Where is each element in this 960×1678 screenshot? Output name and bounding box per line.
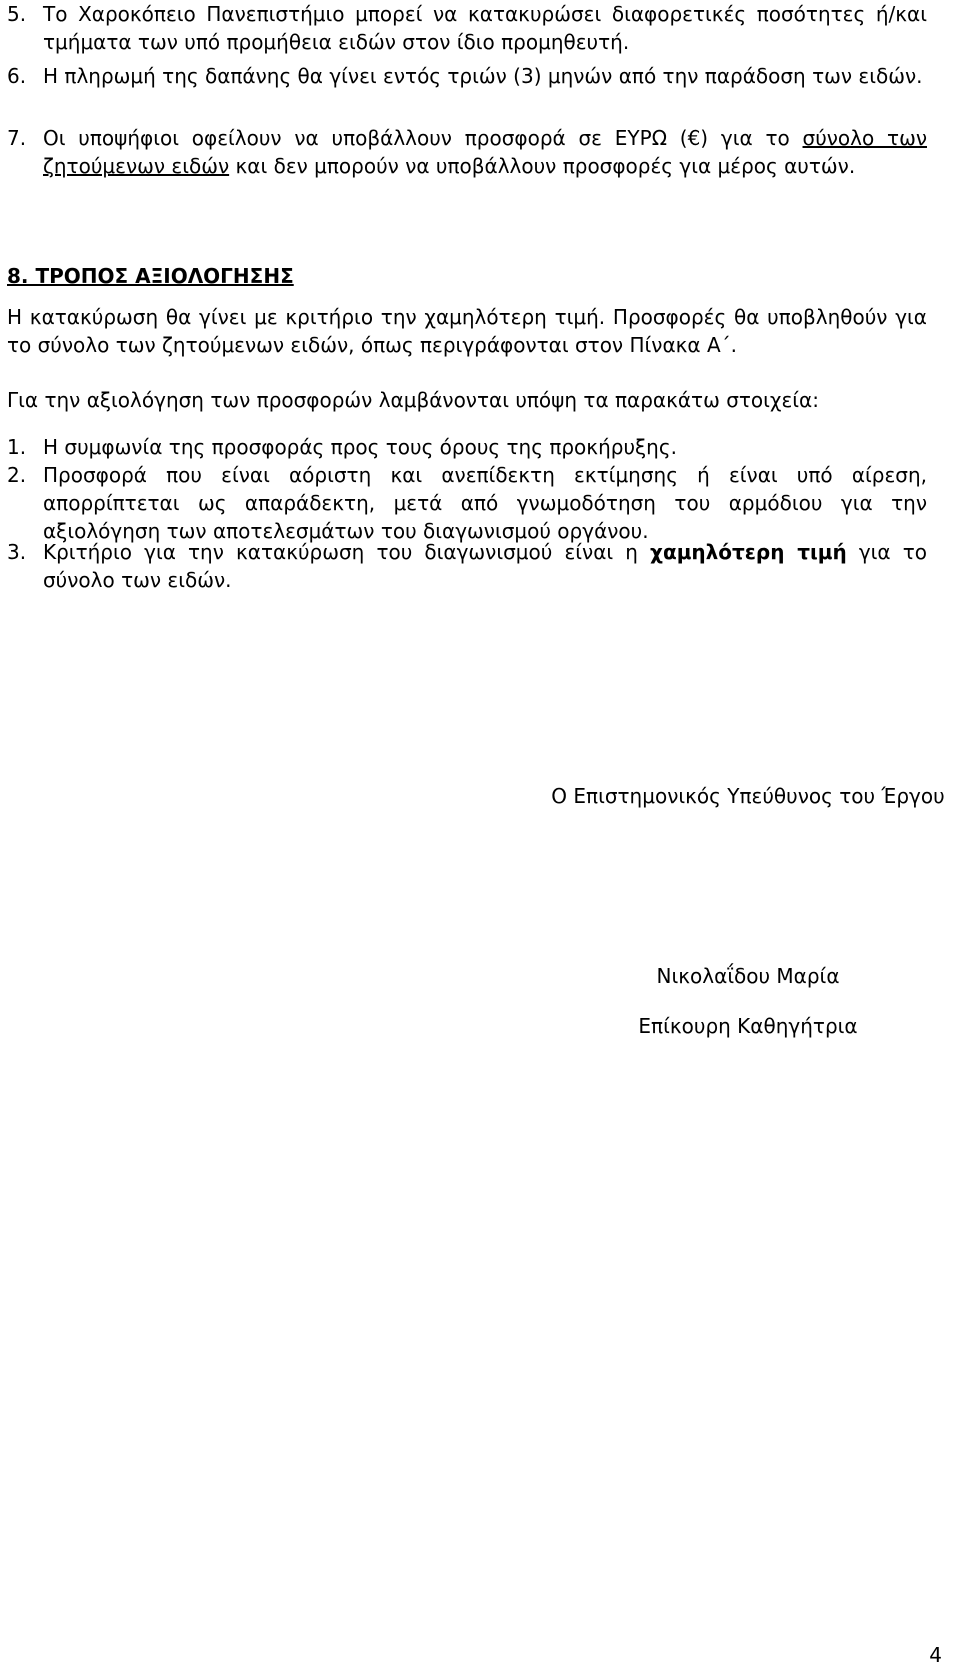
list-item-text [43, 124, 927, 180]
list-item-number: 1. [7, 435, 27, 459]
signatory-title: Επίκουρη Καθηγήτρια [638, 1014, 858, 1038]
list-item-text [43, 538, 927, 594]
list-item-text: Η πληρωμή της δαπάνης θα γίνει εντός τριών (3) μηνών από την παράδοση των ειδών. [43, 64, 923, 88]
criteria-item-2 [7, 461, 927, 545]
text-segment: Οι υποψήφιοι οφείλουν να υποβάλλουν προσφορά σε ΕΥΡΩ (€) για το [43, 126, 803, 150]
signatory-role: Ο Επιστημονικός Υπεύθυνος του Έργου [551, 784, 945, 808]
list-item-number: 5. [7, 2, 27, 26]
section-heading: 8. ΤΡΟΠΟΣ ΑΞΙΟΛΟΓΗΣΗΣ [7, 264, 294, 288]
text-segment: Κριτήριο για την κατακύρωση του διαγωνισμού είναι η [43, 540, 651, 564]
list-item-6 [7, 62, 927, 90]
text-segment: για το σύνολο των ειδών. [43, 540, 928, 592]
list-item-number: 6. [7, 64, 27, 88]
list-item-text: Η συμφωνία της προσφοράς προς τους όρους της προκήρυξης. [43, 435, 677, 459]
underlined-text: σύνολο των ζητούμενων ειδών [43, 126, 927, 178]
criteria-item-1 [7, 433, 927, 461]
text-segment: και δεν μπορούν να υποβάλλουν προσφορές για μέρος αυτών. [229, 154, 856, 178]
list-item-number: 2. [7, 463, 27, 487]
list-item-text: Το Χαροκόπειο Πανεπιστήμιο μπορεί να κατακυρώσει διαφορετικές ποσότητες ή/και τμήματα των υπό προμήθεια ειδών στον ίδιο προμηθευτή. [43, 2, 927, 54]
page-number: 4 [929, 1643, 942, 1667]
list-item-5 [7, 0, 927, 56]
bold-text: χαμηλότερη τιμή [650, 540, 847, 564]
evaluation-paragraph: Η κατακύρωση θα γίνει με κριτήριο την χαμηλότερη τιμή. Προσφορές θα υποβληθούν για το σύνολο των ζητούμενων ειδών, όπως περιγράφονται στον Πίνακα Α΄. [7, 305, 927, 357]
signatory-name: Νικολαΐδου Μαρία [656, 964, 840, 988]
criteria-intro: Για την αξιολόγηση των προσφορών λαμβάνονται υπόψη τα παρακάτω στοιχεία: [7, 388, 819, 412]
list-item-text: Προσφορά που είναι αόριστη και ανεπίδεκτη εκτίμησης ή είναι υπό αίρεση, απορρίπτεται ως απαράδεκτη, μετά από γνωμοδότηση του αρμόδιου για την αξιολόγηση των αποτελεσμάτων του διαγωνισμού οργάνου. [43, 463, 927, 543]
criteria-item-3 [7, 538, 927, 594]
list-item-number: 7. [7, 126, 27, 150]
list-item-number: 3. [7, 540, 27, 564]
list-item-7 [7, 124, 927, 180]
